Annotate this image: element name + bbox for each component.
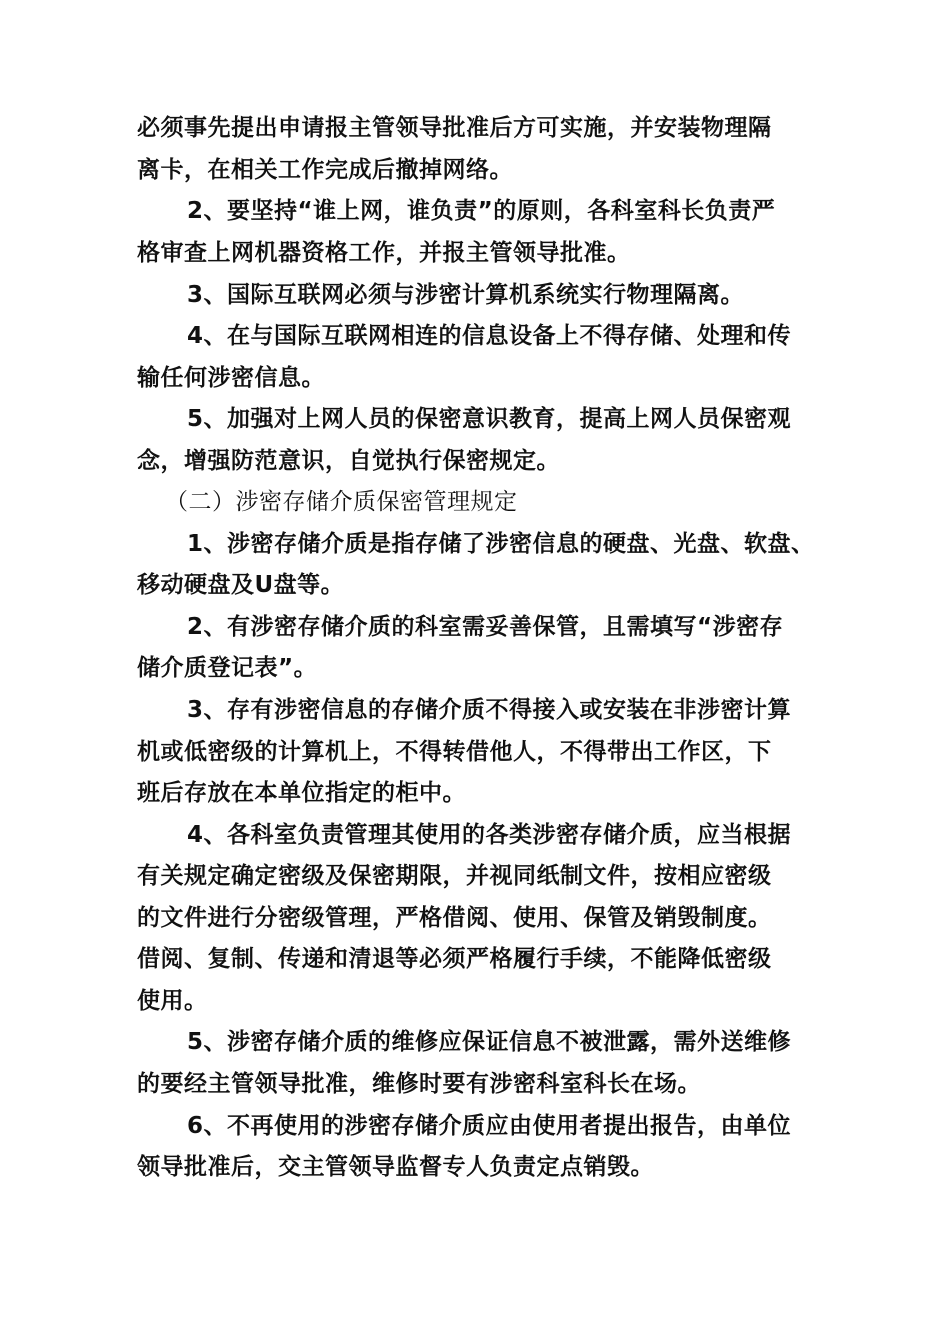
text-line-12: 移动硬盘及U盘等。 <box>137 572 345 598</box>
text-line-7: 输任何涉密信息。 <box>137 365 325 391</box>
text-line-13: 2、有涉密存储介质的科室需妥善保管，且需填写“涉密存 <box>187 614 784 640</box>
text-line-1: 必须事先提出申请报主管领导批准后方可实施，并安装物理隔 <box>137 115 772 141</box>
text-line-6: 4、在与国际互联网相连的信息设备上不得存储、处理和传 <box>187 323 792 349</box>
text-line-5: 3、国际互联网必须与涉密计算机系统实行物理隔离。 <box>187 282 745 308</box>
text-line-15: 3、存有涉密信息的存储介质不得接入或安装在非涉密计算 <box>187 697 792 723</box>
text-line-21: 借阅、复制、传递和清退等必须严格履行手续，不能降低密级 <box>137 946 772 972</box>
text-line-17: 班后存放在本单位指定的柜中。 <box>137 780 466 806</box>
text-line-19: 有关规定确定密级及保密期限，并视同纸制文件，按相应密级 <box>137 863 772 889</box>
text-line-2: 离卡，在相关工作完成后撤掉网络。 <box>137 157 513 183</box>
text-line-8: 5、加强对上网人员的保密意识教育，提高上网人员保密观 <box>187 406 792 432</box>
text-line-26: 领导批准后，交主管领导监督专人负责定点销毁。 <box>137 1154 654 1180</box>
text-line-23: 5、涉密存储介质的维修应保证信息不被泄露，需外送维修 <box>187 1029 792 1055</box>
text-line-16: 机或低密级的计算机上，不得转借他人，不得带出工作区，下 <box>137 739 772 765</box>
text-line-11: 1、涉密存储介质是指存储了涉密信息的硬盘、光盘、软盘、 <box>187 531 815 557</box>
text-line-14: 储介质登记表”。 <box>137 655 318 681</box>
text-line-18: 4、各科室负责管理其使用的各类涉密存储介质，应当根据 <box>187 822 792 848</box>
text-line-24: 的要经主管领导批准，维修时要有涉密科室科长在场。 <box>137 1071 701 1097</box>
text-line-9: 念，增强防范意识，自觉执行保密规定。 <box>137 448 560 474</box>
text-line-4: 格审查上网机器资格工作，并报主管领导批准。 <box>137 240 631 266</box>
text-line-25: 6、不再使用的涉密存储介质应由使用者提出报告，由单位 <box>187 1113 792 1139</box>
text-line-22: 使用。 <box>137 988 208 1014</box>
section-heading: （二）涉密存储介质保密管理规定 <box>165 489 518 515</box>
text-line-20: 的文件进行分密级管理，严格借阅、使用、保管及销毁制度。 <box>137 905 772 931</box>
text-line-3: 2、要坚持“谁上网，谁负责”的原则，各科室科长负责严 <box>187 198 776 224</box>
